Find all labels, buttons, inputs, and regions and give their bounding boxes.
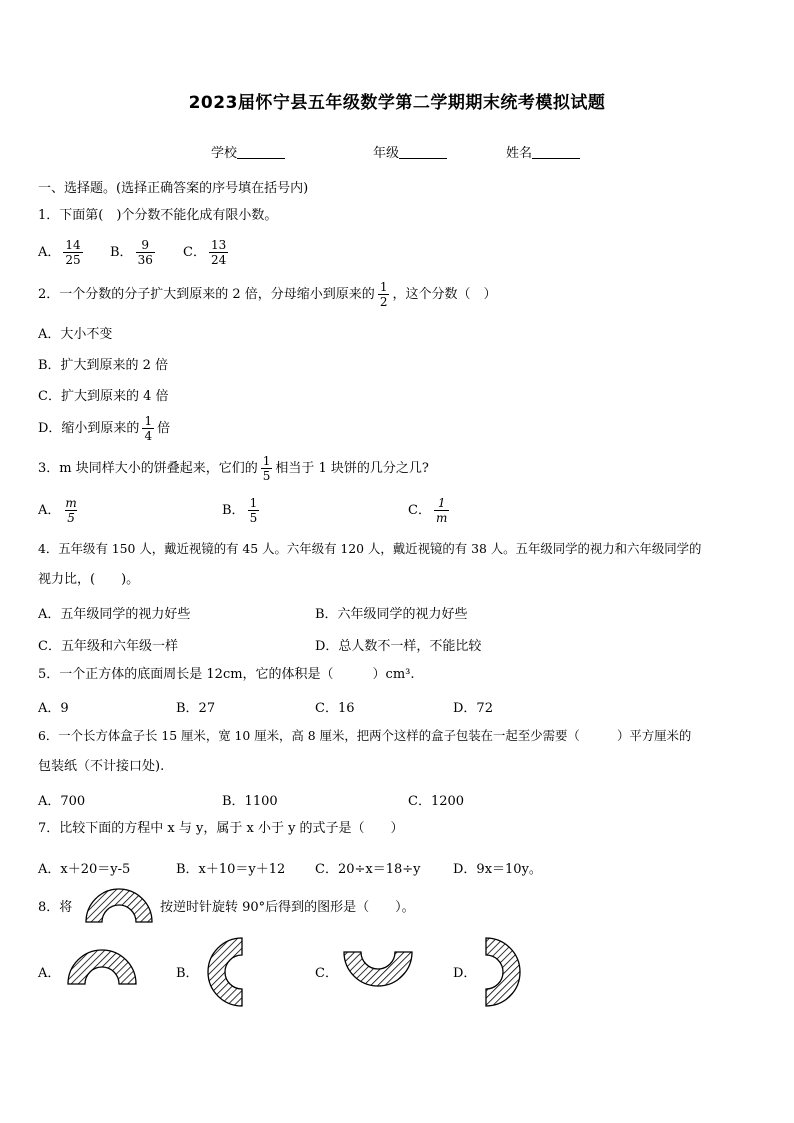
fraction: $\frac{1}{5}$ bbox=[249, 496, 258, 525]
option-c-half-ring-icon[interactable] bbox=[342, 950, 414, 990]
question-8-text-end: 按逆时针旋转 90°后得到的图形是（ ）。 bbox=[160, 900, 415, 915]
school-blank[interactable] bbox=[237, 146, 285, 159]
question-4-line-2: 视力比，( )。 bbox=[38, 572, 140, 587]
q4-option-d[interactable]: D．总人数不一样，不能比较 bbox=[315, 639, 482, 654]
grade-field bbox=[373, 142, 447, 161]
q6-option-a[interactable]: A．700 bbox=[38, 794, 86, 809]
q5-option-b[interactable]: B．27 bbox=[176, 701, 216, 716]
fraction: $\frac{1}{4}$ bbox=[144, 414, 153, 443]
q8-option-b[interactable]: B． bbox=[176, 966, 199, 981]
school-field bbox=[211, 142, 285, 161]
q6-option-c[interactable]: C．1200 bbox=[408, 794, 465, 809]
question-6-line-1: 6．一个长方体盒子长 15 厘米，宽 10 厘米，高 8 厘米，把两个这样的盒子包装在一起至少需要（ ）平方厘米的 bbox=[38, 728, 692, 743]
q2-option-d[interactable]: D．缩小到原来的 $\frac{1}{4}$ 倍 bbox=[38, 414, 171, 443]
q4-option-b[interactable]: B．六年级同学的视力好些 bbox=[315, 607, 468, 622]
q5-option-d[interactable]: D．72 bbox=[453, 701, 493, 716]
q3-option-c[interactable]: C． $\frac{1}{m}$ bbox=[408, 496, 448, 525]
name-label: 姓名 bbox=[506, 146, 533, 161]
fraction: $\frac{m}{5}$ bbox=[65, 496, 77, 525]
q4-option-a[interactable]: A．五年级同学的视力好些 bbox=[38, 607, 191, 622]
q8-option-c[interactable]: C． bbox=[315, 966, 338, 981]
section-heading: 一、选择题。(选择正确答案的序号填在括号内) bbox=[38, 181, 309, 196]
question-4-line-1: 4．五年级有 150 人，戴近视镜的有 45 人。六年级有 120 人，戴近视镜的有 38 人。五年级同学的视力和六年级同学的 bbox=[38, 541, 702, 556]
fraction: $\frac{14}{25}$ bbox=[65, 238, 81, 267]
school-label: 学校 bbox=[211, 146, 238, 161]
q4-option-c[interactable]: C．五年级和六年级一样 bbox=[38, 639, 178, 654]
name-blank[interactable] bbox=[532, 146, 580, 159]
q5-option-c[interactable]: C．16 bbox=[315, 701, 355, 716]
q1-option-a[interactable]: A． $\frac{14}{25}$ bbox=[38, 238, 81, 267]
fraction: $\frac{9}{36}$ bbox=[137, 238, 153, 267]
q7-option-c[interactable]: C．20÷x＝18÷y bbox=[315, 862, 421, 877]
option-b-half-ring-icon[interactable] bbox=[204, 936, 244, 1008]
question-8-text-start: 8．将 bbox=[38, 900, 73, 915]
question-6-line-2: 包装纸（不计接口处). bbox=[38, 759, 165, 774]
page-title: 2023届怀宁县五年级数学第二学期期末统考模拟试题 bbox=[188, 93, 606, 113]
q3-option-b[interactable]: B． $\frac{1}{5}$ bbox=[222, 496, 258, 525]
fraction: $\frac{1}{5}$ bbox=[262, 454, 271, 483]
name-field bbox=[506, 142, 580, 161]
q6-option-b[interactable]: B．1100 bbox=[222, 794, 278, 809]
q8-option-d[interactable]: D． bbox=[453, 966, 477, 981]
grade-blank[interactable] bbox=[399, 146, 447, 159]
option-d-half-ring-icon[interactable] bbox=[484, 936, 524, 1008]
grade-label: 年级 bbox=[373, 146, 400, 161]
q7-option-b[interactable]: B．x＋10＝y＋12 bbox=[176, 862, 286, 877]
question-5-text: 5．一个正方体的底面周长是 12cm，它的体积是（ ）cm³. bbox=[38, 667, 415, 682]
q3-option-a[interactable]: A． $\frac{m}{5}$ bbox=[38, 496, 77, 525]
question-2-text: 2．一个分数的分子扩大到原来的 2 倍，分母缩小到原来的 $\frac{1}{2}$ ，这个分数（ ） bbox=[38, 280, 497, 309]
q2-option-c[interactable]: C．扩大到原来的 4 倍 bbox=[38, 389, 169, 404]
half-ring-figure bbox=[84, 886, 154, 924]
q2-option-a[interactable]: A．大小不变 bbox=[38, 327, 113, 342]
question-3-text: 3．m 块同样大小的饼叠起来，它们的 $\frac{1}{5}$ 相当于 1 块饼的几分之几? bbox=[38, 454, 429, 483]
fraction: $\frac{1}{m}$ bbox=[435, 496, 448, 525]
q1-option-c[interactable]: C． $\frac{13}{24}$ bbox=[183, 238, 227, 267]
fraction: $\frac{13}{24}$ bbox=[210, 238, 227, 267]
q7-option-d[interactable]: D．9x＝10y。 bbox=[453, 862, 542, 877]
q1-option-b[interactable]: B． $\frac{9}{36}$ bbox=[110, 238, 153, 267]
question-7-text: 7．比较下面的方程中 x 与 y，属于 x 小于 y 的式子是（ ） bbox=[38, 821, 404, 836]
q7-option-a[interactable]: A．x＋20＝y-5 bbox=[38, 862, 131, 877]
q8-option-a[interactable]: A． bbox=[38, 966, 61, 981]
q2-option-b[interactable]: B．扩大到原来的 2 倍 bbox=[38, 358, 169, 373]
fraction: $\frac{1}{2}$ bbox=[379, 280, 388, 309]
q5-option-a[interactable]: A．9 bbox=[38, 701, 69, 716]
option-a-half-ring-icon[interactable] bbox=[66, 946, 138, 986]
question-1-text: 1．下面第( )个分数不能化成有限小数。 bbox=[38, 208, 278, 223]
